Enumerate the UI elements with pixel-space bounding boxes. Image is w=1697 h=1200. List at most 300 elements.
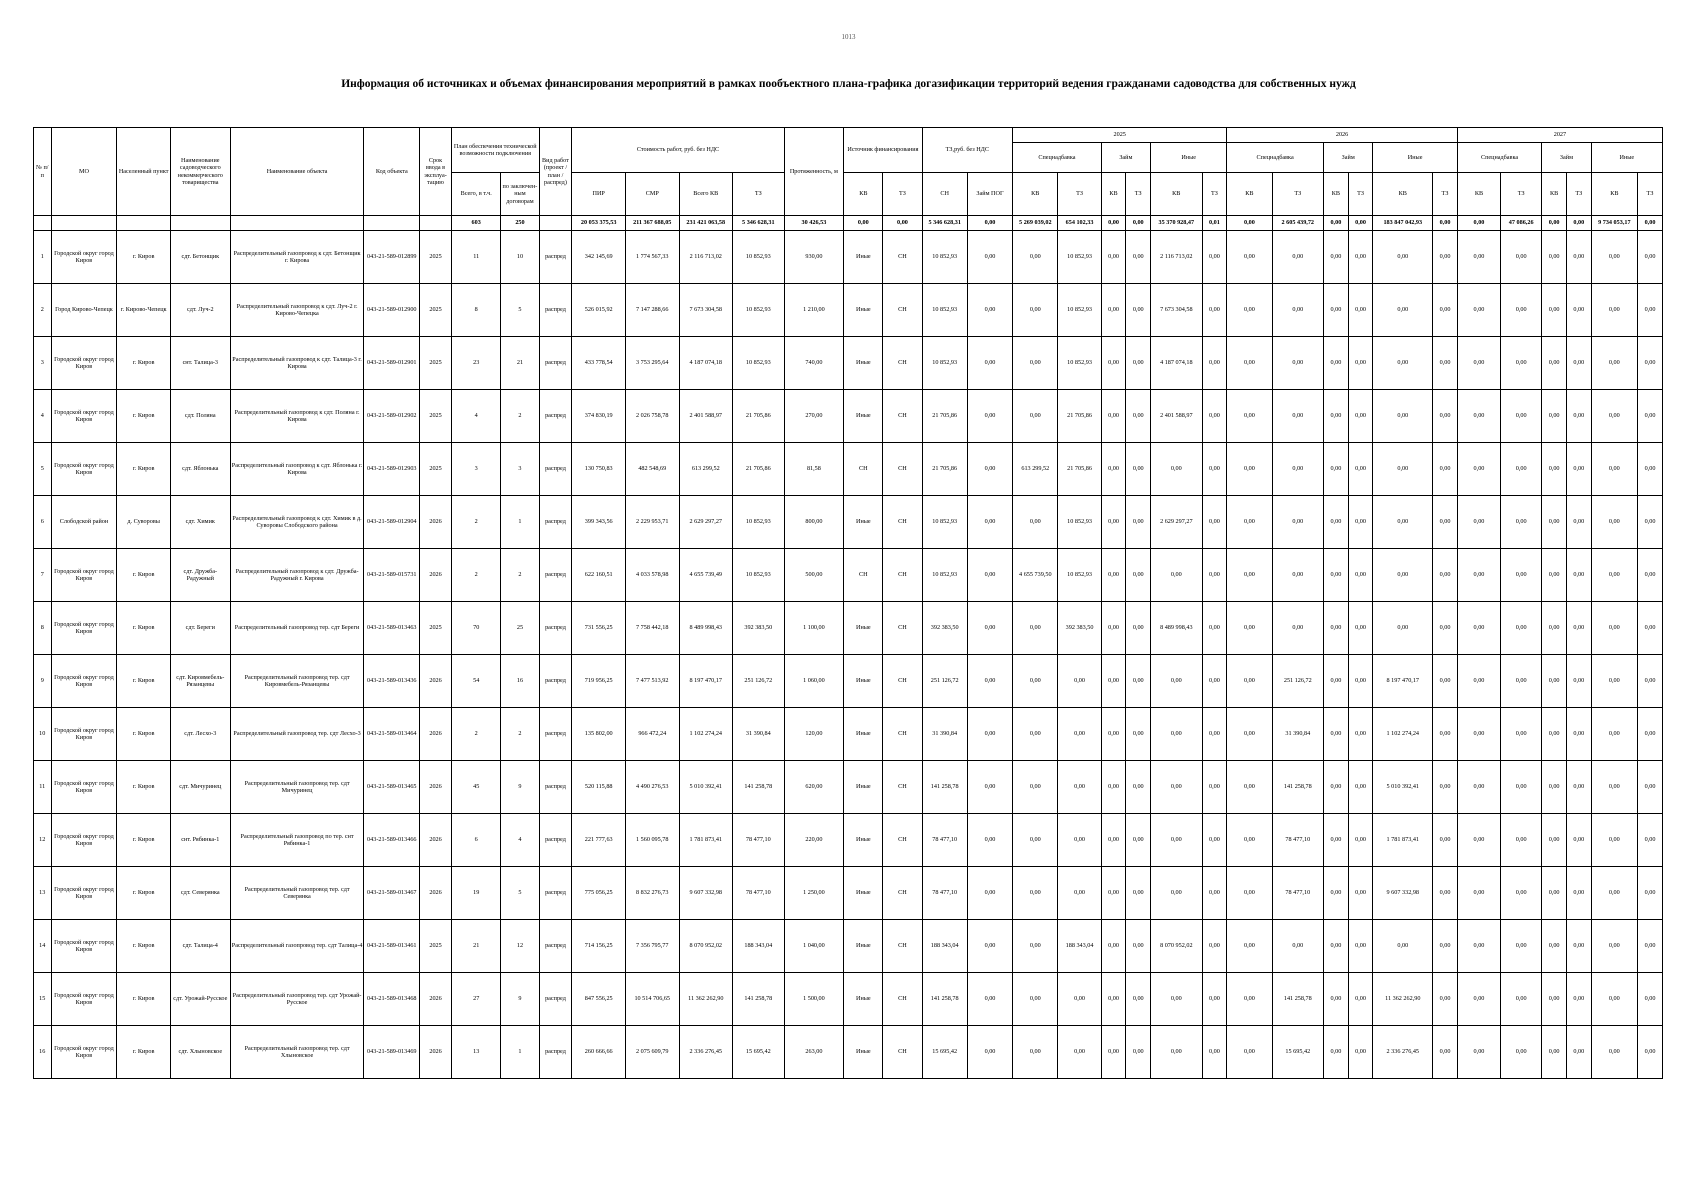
- table-cell: 0,00: [1501, 1026, 1542, 1079]
- col-header-year-2026: 2026: [1227, 128, 1458, 143]
- table-cell: 70: [451, 602, 500, 655]
- table-cell: 0,00: [1542, 549, 1567, 602]
- table-cell: 0,00: [1542, 655, 1567, 708]
- table-cell: Распределительный газопровод к сдт. Химик в д. Суворовы Слободского района: [230, 496, 364, 549]
- table-cell: 2 401 588,97: [679, 390, 733, 443]
- table-cell: 775 056,25: [572, 867, 626, 920]
- table-cell: СН: [883, 602, 922, 655]
- table-cell: 0,00: [1202, 602, 1227, 655]
- table-cell: Городской округ город Киров: [51, 814, 117, 867]
- col-header-settlement: Населенный пункт: [117, 128, 171, 216]
- table-cell: 0,00: [1202, 814, 1227, 867]
- table-cell: 0,00: [1324, 390, 1349, 443]
- col-header-deadline: Срок ввода в эксплуа-тацию: [420, 128, 452, 216]
- table-cell: 0,00: [967, 549, 1012, 602]
- table-cell: Городской округ город Киров: [51, 867, 117, 920]
- table-cell: г. Киров: [117, 655, 171, 708]
- col-header-2027-spec-kv: КВ: [1457, 173, 1500, 216]
- col-header-length: Протяженность, м: [784, 128, 844, 216]
- table-cell: 10: [34, 708, 52, 761]
- table-cell: 2026: [420, 973, 452, 1026]
- table-cell: распред: [539, 867, 572, 920]
- total-cell: 30 426,53: [784, 216, 844, 231]
- table-cell: 270,00: [784, 390, 844, 443]
- table-cell: СН: [883, 390, 922, 443]
- table-cell: 0,00: [1126, 1026, 1151, 1079]
- table-cell: 21: [501, 337, 539, 390]
- table-cell: 0,00: [1126, 867, 1151, 920]
- total-cell: 0,00: [1324, 216, 1349, 231]
- table-cell: Распределительный газопровод к сдт. Поляна г. Кирова: [230, 390, 364, 443]
- table-cell: распред: [539, 549, 572, 602]
- total-cell: 0,00: [1348, 216, 1373, 231]
- table-cell: 263,00: [784, 1026, 844, 1079]
- table-cell: 10 852,93: [733, 337, 785, 390]
- table-cell: 0,00: [1457, 284, 1500, 337]
- table-cell: Распределительный газопровод тер. сдт Северянка: [230, 867, 364, 920]
- table-cell: 0,00: [1348, 708, 1373, 761]
- table-cell: 120,00: [784, 708, 844, 761]
- table-cell: 8 489 998,43: [679, 602, 733, 655]
- table-cell: 7 673 304,58: [679, 284, 733, 337]
- table-cell: 0,00: [1457, 867, 1500, 920]
- table-cell: 141 258,78: [733, 973, 785, 1026]
- table-cell: 0,00: [1101, 231, 1126, 284]
- table-cell: 54: [451, 655, 500, 708]
- table-cell: 0,00: [1227, 390, 1272, 443]
- table-cell: 0,00: [1324, 973, 1349, 1026]
- table-cell: 0,00: [967, 337, 1012, 390]
- table-cell: 0,00: [1126, 973, 1151, 1026]
- col-header-year-2025: 2025: [1013, 128, 1227, 143]
- table-cell: 2025: [420, 337, 452, 390]
- table-cell: 043-21-589-012903: [364, 443, 420, 496]
- table-cell: 1 774 567,33: [625, 231, 679, 284]
- total-cell: [539, 216, 572, 231]
- table-cell: 251 126,72: [1272, 655, 1323, 708]
- table-cell: 0,00: [1013, 708, 1058, 761]
- table-cell: 0,00: [1373, 284, 1433, 337]
- table-cell: 0,00: [1542, 867, 1567, 920]
- table-cell: 613 299,52: [1013, 443, 1058, 496]
- table-cell: 4 033 578,98: [625, 549, 679, 602]
- table-cell: 0,00: [1433, 814, 1458, 867]
- table-row: [34, 337, 1663, 390]
- table-cell: 0,00: [1457, 549, 1500, 602]
- table-cell: 2 629 297,27: [1151, 496, 1202, 549]
- table-cell: Городской округ город Киров: [51, 1026, 117, 1079]
- col-header-plan-total: Всего, в т.ч.: [451, 173, 500, 216]
- table-cell: 0,00: [1227, 655, 1272, 708]
- table-cell: 0,00: [1202, 708, 1227, 761]
- table-row: [34, 708, 1663, 761]
- table-cell: 0,00: [1637, 708, 1662, 761]
- table-cell: 0,00: [1272, 337, 1323, 390]
- table-cell: 2026: [420, 496, 452, 549]
- table-cell: 1 060,00: [784, 655, 844, 708]
- col-header-total-kv: Всего КВ: [679, 173, 733, 216]
- table-cell: Городской округ город Киров: [51, 920, 117, 973]
- table-cell: снт. Рябинка-1: [170, 814, 230, 867]
- table-cell: 0,00: [1566, 814, 1591, 867]
- table-cell: 0,00: [1151, 443, 1202, 496]
- table-cell: 0,00: [1272, 390, 1323, 443]
- totals-row: [34, 216, 1663, 231]
- table-cell: 1: [501, 496, 539, 549]
- table-cell: 0,00: [1151, 867, 1202, 920]
- table-cell: СН: [883, 867, 922, 920]
- table-cell: 0,00: [1058, 655, 1101, 708]
- table-cell: 0,00: [1542, 231, 1567, 284]
- table-cell: 31 390,84: [1272, 708, 1323, 761]
- table-cell: 0,00: [1013, 337, 1058, 390]
- table-cell: 2 116 713,02: [679, 231, 733, 284]
- table-cell: Иные: [844, 761, 883, 814]
- table-cell: 0,00: [1272, 231, 1323, 284]
- table-cell: 0,00: [1151, 1026, 1202, 1079]
- table-cell: 0,00: [1348, 761, 1373, 814]
- table-cell: 0,00: [1013, 655, 1058, 708]
- total-cell: 0,00: [1542, 216, 1567, 231]
- table-cell: Распределительный газопровод к сдт. Бетонщик г. Кирова: [230, 231, 364, 284]
- table-cell: 0,00: [1457, 231, 1500, 284]
- table-cell: 0,00: [1566, 496, 1591, 549]
- col-header-partnership: Наименование садоводческого некоммерческого товарищества: [170, 128, 230, 216]
- table-cell: 0,00: [1227, 867, 1272, 920]
- table-cell: 0,00: [1433, 920, 1458, 973]
- table-row: [34, 761, 1663, 814]
- table-cell: Иные: [844, 708, 883, 761]
- table-cell: 21: [451, 920, 500, 973]
- table-cell: 0,00: [1501, 337, 1542, 390]
- table-cell: 0,00: [1013, 973, 1058, 1026]
- table-cell: 2025: [420, 920, 452, 973]
- table-cell: 0,00: [1101, 973, 1126, 1026]
- page-number: 1013: [841, 33, 856, 41]
- table-cell: Городской округ город Киров: [51, 549, 117, 602]
- table-row: [34, 602, 1663, 655]
- table-cell: сдт. Мичуринец: [170, 761, 230, 814]
- table-cell: 0,00: [1013, 284, 1058, 337]
- table-row: [34, 920, 1663, 973]
- table-cell: 141 258,78: [1272, 761, 1323, 814]
- total-cell: 5 269 039,02: [1013, 216, 1058, 231]
- table-cell: 188 343,04: [1058, 920, 1101, 973]
- table-cell: 0,00: [1373, 549, 1433, 602]
- total-cell: 0,00: [1126, 216, 1151, 231]
- table-cell: 16: [34, 1026, 52, 1079]
- table-cell: 3: [451, 443, 500, 496]
- table-cell: 0,00: [1324, 761, 1349, 814]
- table-cell: 043-21-589-013469: [364, 1026, 420, 1079]
- table-cell: 0,00: [1566, 655, 1591, 708]
- table-cell: 0,00: [1542, 814, 1567, 867]
- table-cell: 0,00: [1457, 973, 1500, 1026]
- table-cell: 2: [501, 549, 539, 602]
- table-cell: 0,00: [967, 867, 1012, 920]
- table-cell: 5 010 392,41: [1373, 761, 1433, 814]
- table-cell: 0,00: [1542, 496, 1567, 549]
- table-cell: 0,00: [1501, 231, 1542, 284]
- table-cell: 21 705,86: [922, 443, 967, 496]
- table-cell: 4 655 739,49: [679, 549, 733, 602]
- table-cell: 0,00: [1126, 549, 1151, 602]
- table-cell: распред: [539, 973, 572, 1026]
- col-header-2025-zaim-tz: ТЗ: [1126, 173, 1151, 216]
- table-cell: 2: [451, 496, 500, 549]
- table-cell: 342 145,69: [572, 231, 626, 284]
- table-cell: 260 666,66: [572, 1026, 626, 1079]
- table-body: [34, 216, 1663, 1079]
- total-cell: 654 102,33: [1058, 216, 1101, 231]
- table-cell: 0,00: [1373, 337, 1433, 390]
- table-cell: распред: [539, 1026, 572, 1079]
- table-cell: 714 156,25: [572, 920, 626, 973]
- table-cell: 0,00: [1227, 1026, 1272, 1079]
- table-cell: СН: [883, 549, 922, 602]
- table-cell: распред: [539, 761, 572, 814]
- table-cell: г. Киров: [117, 231, 171, 284]
- total-cell: 0,00: [1457, 216, 1500, 231]
- table-cell: 2025: [420, 284, 452, 337]
- table-cell: 2026: [420, 761, 452, 814]
- table-cell: 4: [501, 814, 539, 867]
- table-cell: 188 343,04: [922, 920, 967, 973]
- table-cell: 0,00: [1101, 549, 1126, 602]
- table-cell: распред: [539, 602, 572, 655]
- table-cell: 0,00: [1101, 708, 1126, 761]
- table-cell: 0,00: [1324, 549, 1349, 602]
- table-cell: 392 383,50: [922, 602, 967, 655]
- table-cell: 7 758 442,18: [625, 602, 679, 655]
- table-cell: 141 258,78: [922, 973, 967, 1026]
- table-cell: 0,00: [1227, 284, 1272, 337]
- table-cell: 0,00: [1013, 231, 1058, 284]
- col-header-2027-inye-tz: ТЗ: [1637, 173, 1662, 216]
- table-cell: 0,00: [1101, 390, 1126, 443]
- table-cell: распред: [539, 655, 572, 708]
- table-cell: 135 802,00: [572, 708, 626, 761]
- table-cell: 0,00: [1501, 443, 1542, 496]
- table-row: [34, 231, 1663, 284]
- table-cell: 0,00: [1542, 708, 1567, 761]
- table-cell: 0,00: [1272, 284, 1323, 337]
- table-cell: 10 852,93: [1058, 337, 1101, 390]
- col-header-year-2027: 2027: [1457, 128, 1662, 143]
- table-cell: 1 102 274,24: [1373, 708, 1433, 761]
- table-cell: 0,00: [1227, 443, 1272, 496]
- table-cell: 9: [501, 761, 539, 814]
- table-cell: 3: [501, 443, 539, 496]
- table-cell: д. Суворовы: [117, 496, 171, 549]
- table-cell: 0,00: [1457, 443, 1500, 496]
- table-cell: 0,00: [1202, 337, 1227, 390]
- table-cell: 16: [501, 655, 539, 708]
- table-cell: 10 852,93: [922, 231, 967, 284]
- table-cell: 0,00: [1637, 390, 1662, 443]
- table-cell: Иные: [844, 231, 883, 284]
- table-cell: 141 258,78: [733, 761, 785, 814]
- table-cell: 0,00: [1373, 602, 1433, 655]
- table-cell: сдт. Талица-4: [170, 920, 230, 973]
- table-cell: 9 607 332,98: [679, 867, 733, 920]
- table-cell: 0,00: [1637, 231, 1662, 284]
- table-cell: 0,00: [1501, 973, 1542, 1026]
- table-cell: 0,00: [1637, 443, 1662, 496]
- table-cell: 141 258,78: [922, 761, 967, 814]
- table-cell: 2 336 276,45: [679, 1026, 733, 1079]
- table-cell: 0,00: [967, 655, 1012, 708]
- table-cell: 0,00: [1272, 443, 1323, 496]
- table-cell: 0,00: [1227, 602, 1272, 655]
- table-cell: 0,00: [1101, 655, 1126, 708]
- total-cell: 9 734 053,17: [1591, 216, 1637, 231]
- table-cell: 0,00: [1151, 814, 1202, 867]
- col-header-2025-inye: Иные: [1151, 143, 1227, 173]
- table-cell: 3 753 295,64: [625, 337, 679, 390]
- table-cell: СН: [844, 549, 883, 602]
- col-header-num: № п/п: [34, 128, 52, 216]
- table-cell: распред: [539, 337, 572, 390]
- table-cell: 21 705,86: [922, 390, 967, 443]
- table-cell: 13: [34, 867, 52, 920]
- table-cell: 0,00: [1566, 920, 1591, 973]
- table-cell: 0,00: [1151, 655, 1202, 708]
- table-cell: 21 705,86: [1058, 390, 1101, 443]
- total-cell: 0,00: [1637, 216, 1662, 231]
- table-cell: 2026: [420, 867, 452, 920]
- table-cell: 1: [34, 231, 52, 284]
- table-cell: 13: [451, 1026, 500, 1079]
- total-cell: 603: [451, 216, 500, 231]
- table-cell: г. Киров: [117, 814, 171, 867]
- table-row: [34, 549, 1663, 602]
- table-cell: распред: [539, 390, 572, 443]
- table-cell: 4 490 276,53: [625, 761, 679, 814]
- table-cell: 1 781 873,41: [1373, 814, 1433, 867]
- table-cell: 043-21-589-012902: [364, 390, 420, 443]
- table-cell: СН: [883, 973, 922, 1026]
- table-cell: 0,00: [1433, 602, 1458, 655]
- total-cell: 0,00: [844, 216, 883, 231]
- table-cell: 78 477,10: [922, 814, 967, 867]
- table-cell: 0,00: [1348, 284, 1373, 337]
- table-cell: 2025: [420, 390, 452, 443]
- table-cell: 2026: [420, 814, 452, 867]
- table-cell: 0,00: [1126, 390, 1151, 443]
- table-cell: сдт. Химик: [170, 496, 230, 549]
- table-cell: 10 852,93: [1058, 231, 1101, 284]
- table-cell: 5: [501, 284, 539, 337]
- table-cell: 2 075 609,79: [625, 1026, 679, 1079]
- table-cell: г. Киров: [117, 602, 171, 655]
- table-cell: Городской округ город Киров: [51, 390, 117, 443]
- table-cell: распред: [539, 496, 572, 549]
- table-cell: 0,00: [1101, 337, 1126, 390]
- table-cell: 2 401 588,97: [1151, 390, 1202, 443]
- table-cell: 7 356 795,77: [625, 920, 679, 973]
- table-cell: 0,00: [1566, 549, 1591, 602]
- table-cell: 0,00: [967, 284, 1012, 337]
- table-cell: 0,00: [1202, 231, 1227, 284]
- table-cell: Иные: [844, 655, 883, 708]
- table-cell: 0,00: [1637, 973, 1662, 1026]
- table-cell: 0,00: [1202, 390, 1227, 443]
- table-cell: 731 556,25: [572, 602, 626, 655]
- table-cell: 0,00: [1591, 496, 1637, 549]
- table-cell: 4: [34, 390, 52, 443]
- table-cell: 1 100,00: [784, 602, 844, 655]
- table-cell: 0,00: [1348, 973, 1373, 1026]
- table-cell: 526 015,92: [572, 284, 626, 337]
- table-cell: 043-21-589-012899: [364, 231, 420, 284]
- table-cell: 0,00: [1373, 231, 1433, 284]
- table-cell: 2: [501, 708, 539, 761]
- table-cell: 847 556,25: [572, 973, 626, 1026]
- total-cell: 47 086,26: [1501, 216, 1542, 231]
- table-cell: 7 477 513,92: [625, 655, 679, 708]
- table-cell: 0,00: [1013, 761, 1058, 814]
- table-cell: 0,00: [967, 602, 1012, 655]
- table-cell: 0,00: [1433, 337, 1458, 390]
- table-row: [34, 814, 1663, 867]
- table-cell: 392 383,50: [733, 602, 785, 655]
- table-cell: г. Киров: [117, 1026, 171, 1079]
- table-cell: 31 390,84: [922, 708, 967, 761]
- table-cell: Слободской район: [51, 496, 117, 549]
- table-cell: 0,00: [1348, 337, 1373, 390]
- table-cell: 0,00: [1126, 920, 1151, 973]
- table-cell: 0,00: [1566, 390, 1591, 443]
- page-title: Информация об источниках и объемах финансирования мероприятий в рамках пообъектного плана-графика догазификации территорий ведения гражданами садоводства для собственных нужд: [341, 78, 1356, 90]
- table-cell: 0,00: [1566, 1026, 1591, 1079]
- col-header-2025-inye-tz: ТЗ: [1202, 173, 1227, 216]
- table-cell: 10: [501, 231, 539, 284]
- table-cell: 0,00: [1126, 761, 1151, 814]
- table-cell: 0,00: [1566, 231, 1591, 284]
- table-cell: 0,00: [1227, 231, 1272, 284]
- table-cell: 0,00: [1013, 390, 1058, 443]
- table-cell: 0,00: [1591, 337, 1637, 390]
- table-cell: 0,00: [1637, 602, 1662, 655]
- table-cell: Иные: [844, 867, 883, 920]
- table-cell: 4: [451, 390, 500, 443]
- table-cell: 0,00: [1272, 549, 1323, 602]
- table-cell: 0,00: [1272, 920, 1323, 973]
- table-cell: сдт. Луч-2: [170, 284, 230, 337]
- table-cell: 0,00: [1501, 814, 1542, 867]
- table-cell: 1 102 274,24: [679, 708, 733, 761]
- table-cell: 0,00: [1013, 814, 1058, 867]
- table-cell: 8: [34, 602, 52, 655]
- table-cell: 0,00: [967, 814, 1012, 867]
- table-cell: Город Кирово-Чепецк: [51, 284, 117, 337]
- table-cell: 966 472,24: [625, 708, 679, 761]
- table-cell: 5 010 392,41: [679, 761, 733, 814]
- table-cell: 220,00: [784, 814, 844, 867]
- table-cell: Городской округ город Киров: [51, 708, 117, 761]
- table-cell: 0,00: [1542, 602, 1567, 655]
- table-cell: 8 197 470,17: [679, 655, 733, 708]
- table-cell: 2 116 713,02: [1151, 231, 1202, 284]
- table-cell: 78 477,10: [733, 814, 785, 867]
- table-row: [34, 443, 1663, 496]
- table-cell: 0,00: [1348, 443, 1373, 496]
- table-cell: 9 607 332,98: [1373, 867, 1433, 920]
- table-cell: 0,00: [1591, 549, 1637, 602]
- table-cell: 0,00: [1542, 337, 1567, 390]
- total-cell: 0,00: [1101, 216, 1126, 231]
